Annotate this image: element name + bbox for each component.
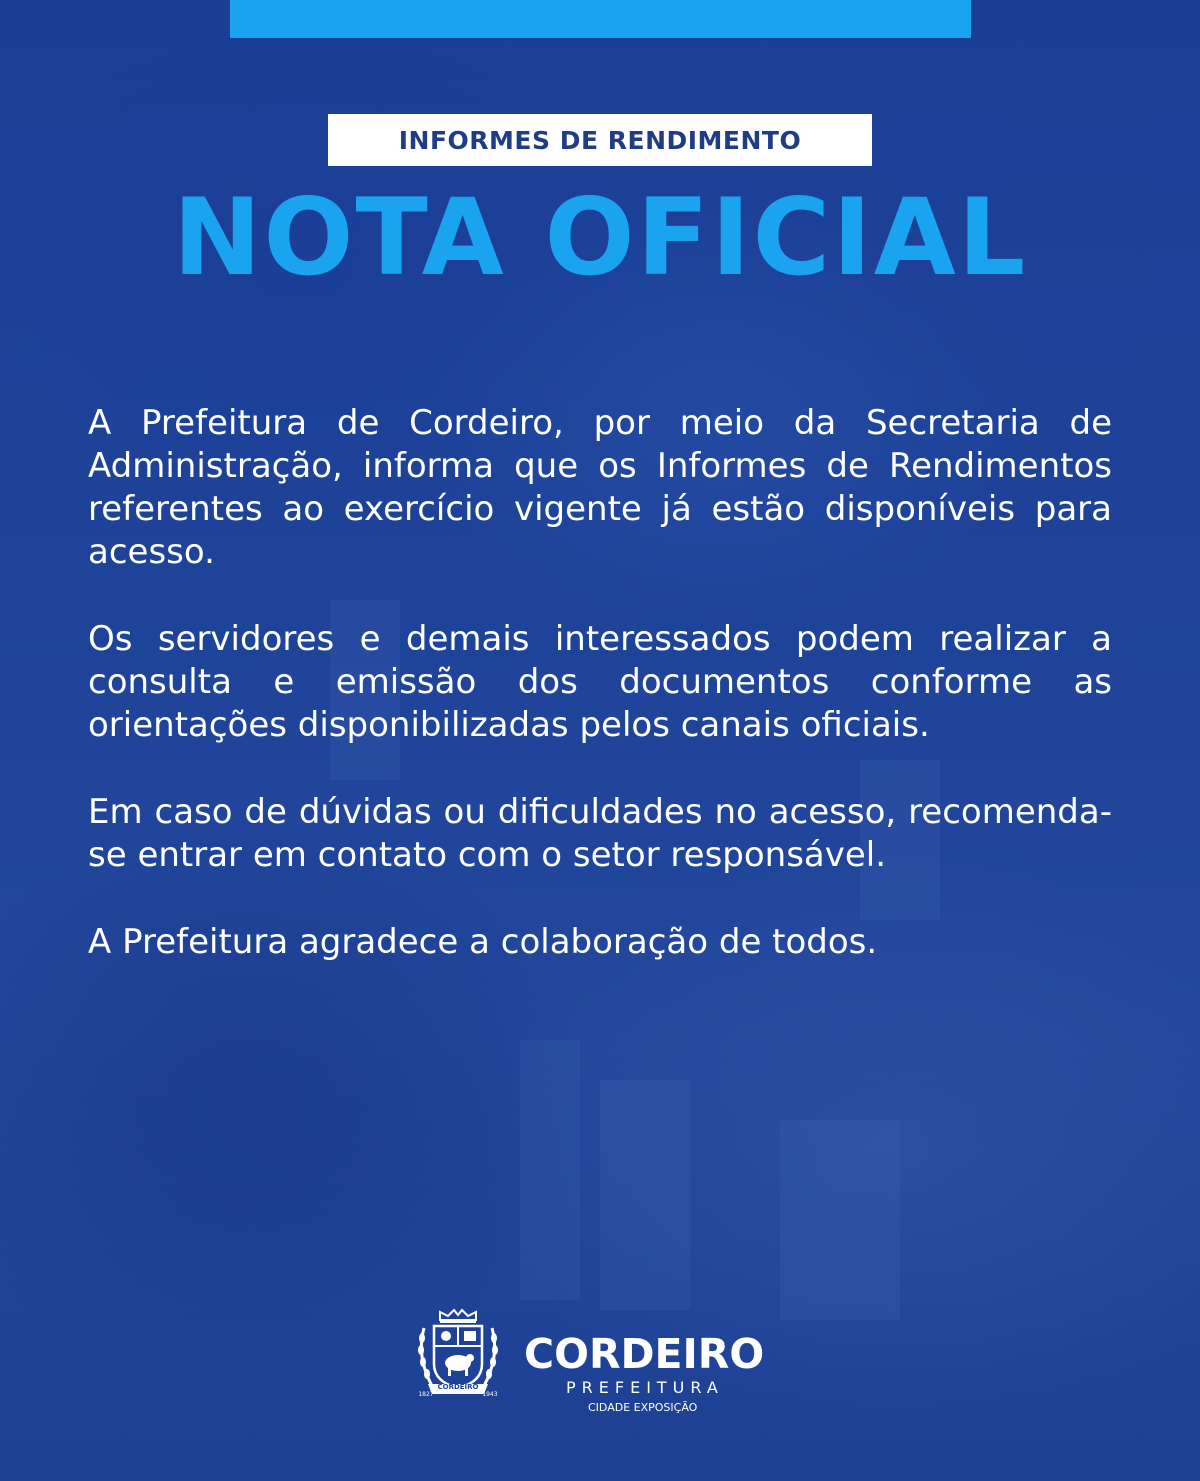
crest-banner-text: CORDEIRO: [437, 1383, 479, 1391]
brand-tagline: CIDADE EXPOSIÇÃO: [588, 1401, 698, 1414]
crest-year-right: 1943: [482, 1391, 498, 1398]
crest-banner: [410, 1372, 506, 1398]
brand-subtitle: PREFEITURA: [566, 1378, 724, 1397]
brand-name: CORDEIRO: [524, 1330, 765, 1378]
background-building: [780, 1120, 900, 1320]
paragraph-3: Em caso de dúvidas ou dificuldades no acesso, recomenda-se entrar em contato com o setor responsável.: [88, 792, 1112, 875]
crest-year-left: 1827: [418, 1391, 434, 1398]
background-building: [520, 1040, 580, 1300]
background-building: [600, 1080, 690, 1310]
paragraph-4: A Prefeitura agradece a colaboração de todos.: [88, 922, 878, 962]
top-accent-bar: [230, 0, 971, 38]
paragraph-2: Os servidores e demais interessados podem realizar a consulta e emissão dos documentos conforme as orientações disponibilizadas pelos canais oficiais.: [88, 619, 1112, 745]
notice-body: [88, 402, 1112, 964]
category-label: INFORMES DE RENDIMENTO: [398, 125, 802, 155]
paragraph-1: A Prefeitura de Cordeiro, por meio da Secretaria de Administração, informa que os Informes de Rendimentos referentes ao exercício vigente já estão disponíveis para acesso.: [88, 403, 1112, 572]
category-label-box: [328, 114, 872, 166]
page-title: NOTA OFICIAL: [172, 176, 1028, 299]
